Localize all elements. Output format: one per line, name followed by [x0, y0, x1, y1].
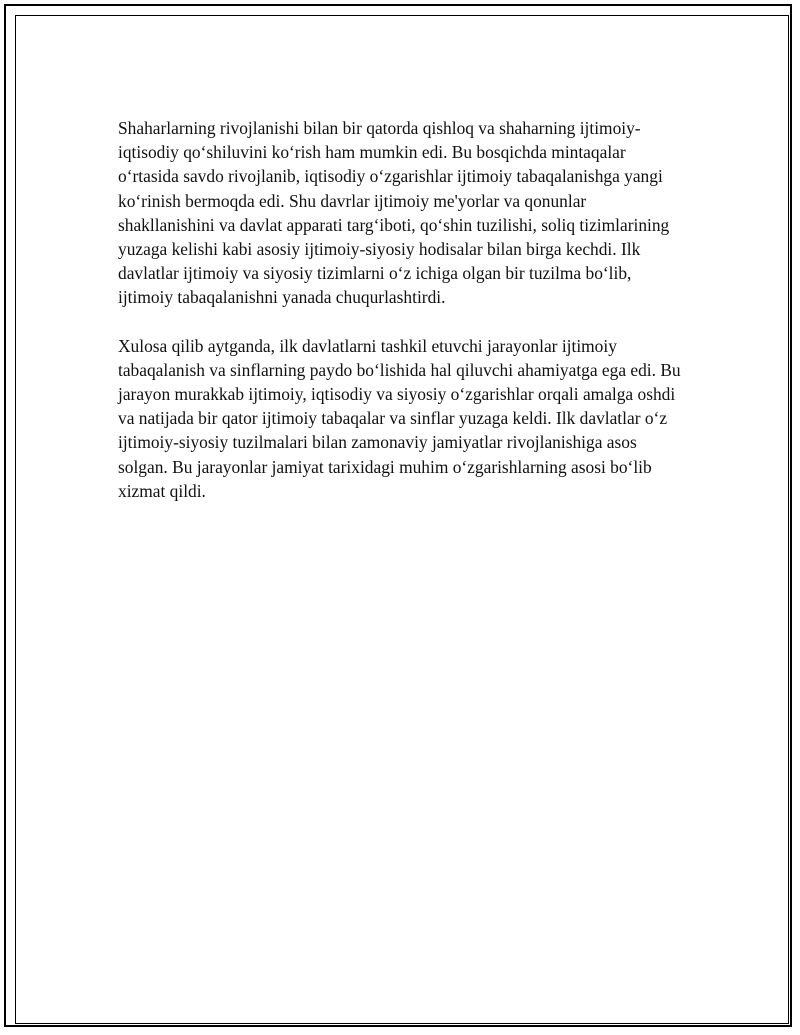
paragraph-1: Shaharlarning rivojlanishi bilan bir qatorda qishloq va shaharning ijtimoiy-iqtisodiy qo‘shiluvini ko‘rish ham mumkin edi. Bu bosqichda mintaqalar o‘rtasida savdo rivojlanib, iqtisodiy o‘zgarishlar ijtimoiy tabaqalanishga yangi ko‘rinish bermoqda edi. Shu davrlar ijtimoiy me'yorlar va qonunlar shakllanishini va davlat apparati targ‘iboti, qo‘shin tuzilishi, soliq tizimlarining yuzaga kelishi kabi asosiy ijtimoiy-siyosiy hodisalar bilan birga kechdi. Ilk davlatlar ijtimoiy va siyosiy tizimlarni o‘z ichiga olgan bir tuzilma bo‘lib, ijtimoiy tabaqalanishni yanada chuqurlashtirdi. [118, 118, 670, 308]
paragraph-2: Xulosa qilib aytganda, ilk davlatlarni tashkil etuvchi jarayonlar ijtimoiy tabaqalanish va sinflarning paydo bo‘lishida hal qiluvchi ahamiyatga ega edi. Bu jarayon murakkab ijtimoiy, iqtisodiy va siyosiy o‘zgarishlar orqali amalga oshdi va natijada bir qator ijtimoiy tabaqalar va sinflar yuzaga keldi. Ilk davlatlar o‘z ijtimoiy-siyosiy tuzilmalari bilan zamonaviy jamiyatlar rivojlanishiga asos solgan. Bu jarayonlar jamiyat tarixidagi muhim o‘zgarishlarning asosi bo‘lib xizmat qildi. [118, 335, 681, 501]
document-body [118, 116, 684, 527]
